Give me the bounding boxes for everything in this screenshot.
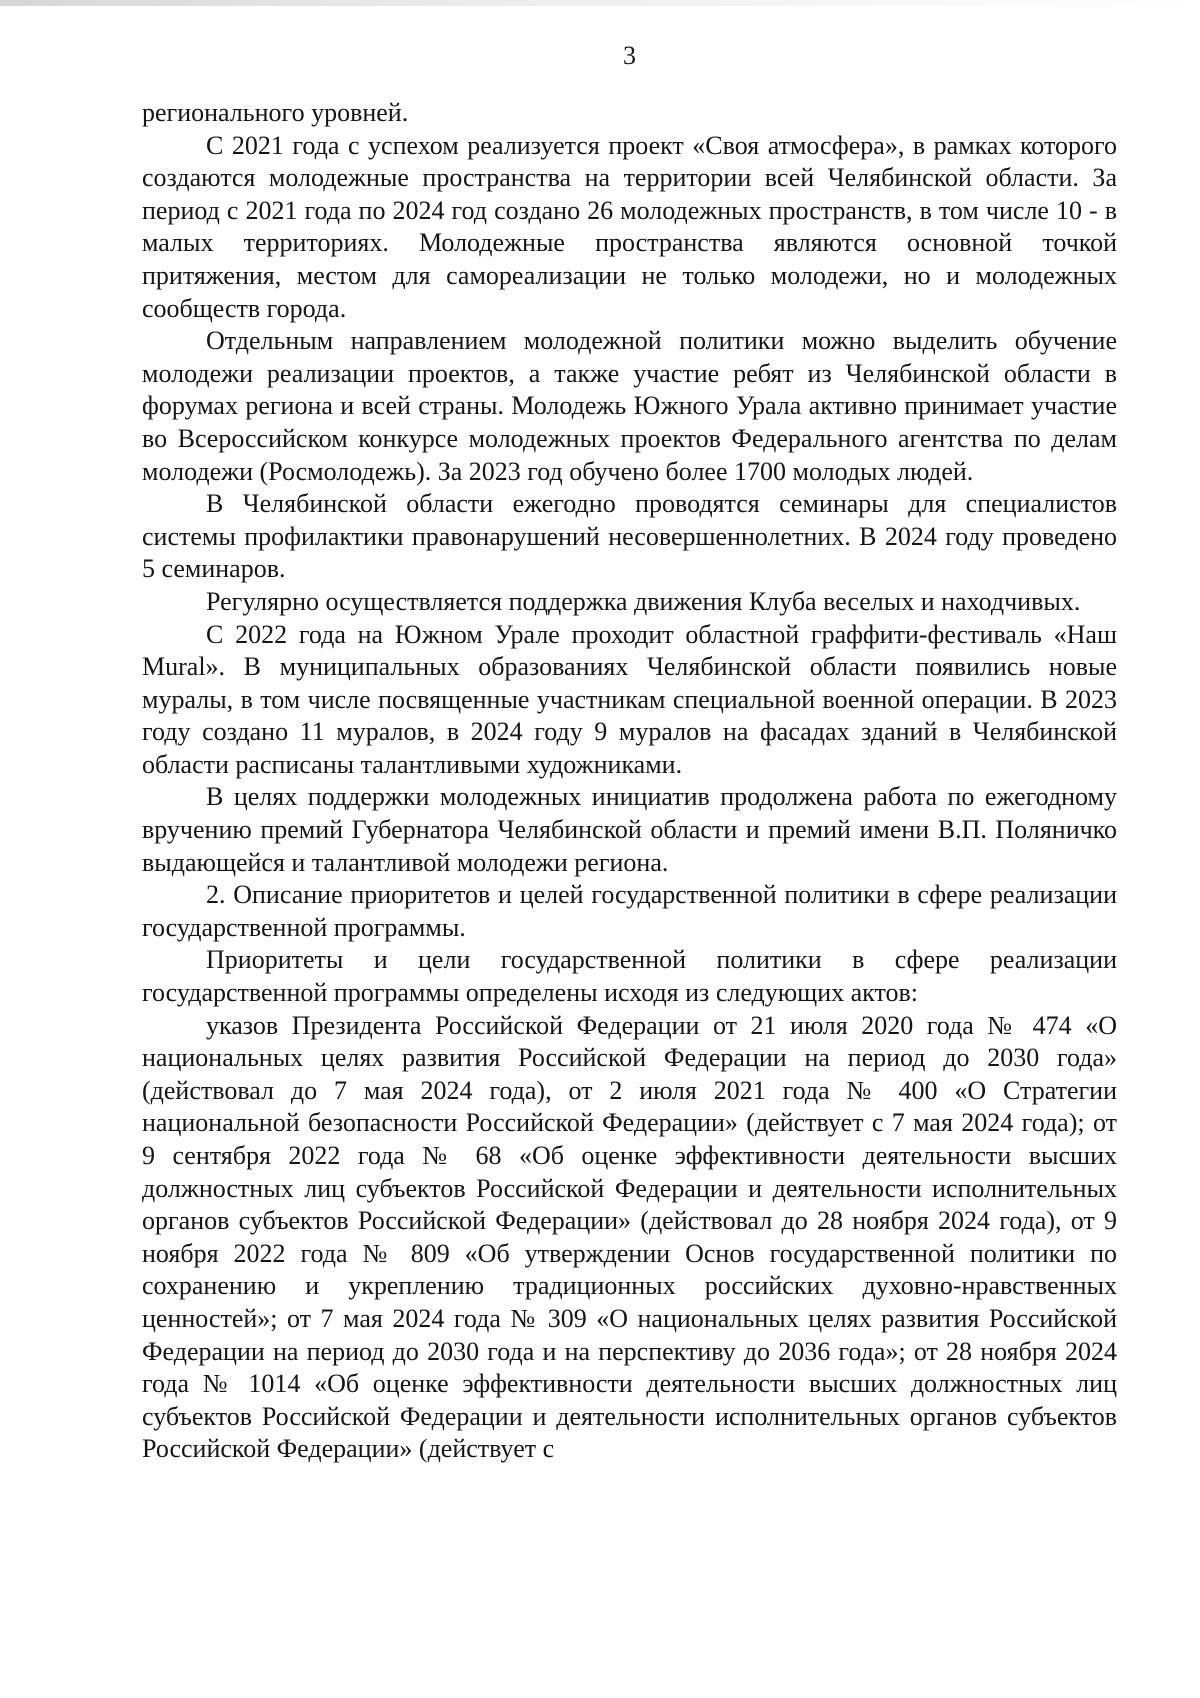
- paragraph-6: С 2022 года на Южном Урале проходит областной граффити-фестиваль «Наш Mural». В муниципальных образованиях Челябинской области появились новые муралы, в том числе посвященные участникам специальной военной операции. В 2023 году создано 11 муралов, в 2024 году 9 муралов на фасадах зданий в Челябинской области расписаны талантливыми художниками.: [142, 619, 1117, 779]
- paragraph-9: Приоритеты и цели государственной политики в сфере реализации государственной программы определены исходя из следующих актов:: [142, 945, 1117, 1008]
- paragraph-1: регионального уровней.: [142, 98, 409, 127]
- paragraph-10: указов Президента Российской Федерации от 21 июля 2020 года № 474 «О национальных целях развития Российской Федерации на период до 2030 года» (действовал до 7 мая 2024 года), от 2 июля 2021 года № 400 «О Стратегии национальной безопасности Российской Федерации» (действует с 7 мая 2024 года); от 9 сентября 2022 года № 68 «Об оценке эффективности деятельности высших должностных лиц субъектов Российской Федерации и деятельности исполнительных органов субъектов Российской Федерации» (действовал до 28 ноября 2024 года), от 9 ноября 2022 года № 809 «Об утверждении Основ государственной политики по сохранению и укреплению традиционных российских духовно-нравственных ценностей»; от 7 мая 2024 года № 309 «О национальных целях развития Российской Федерации на период до 2030 года и на перспективу до 2036 года»; от 28 ноября 2024 года № 1014 «Об оценке эффективности деятельности высших должностных лиц субъектов Российской Федерации и деятельности исполнительных органов субъектов Российской Федерации» (действует с: [142, 1010, 1117, 1464]
- page-number: 3: [623, 41, 636, 70]
- paragraph-4: В Челябинской области ежегодно проводятся семинары для специалистов системы профилактики правонарушений несовершеннолетних. В 2024 году проведено 5 семинаров.: [142, 489, 1117, 584]
- body-text: [142, 97, 1117, 1466]
- paragraph-2: С 2021 года с успехом реализуется проект «Своя атмосфера», в рамках которого создаются молодежные пространства на территории всей Челябинской области. За период с 2021 года по 2024 год создано 26 молодежных пространств, в том числе 10 - в малых территориях. Молодежные пространства являются основной точкой притяжения, местом для самореализации не только молодежи, но и молодежных сообществ города.: [142, 130, 1117, 323]
- paragraph-8: 2. Описание приоритетов и целей государственной политики в сфере реализации государственной программы.: [142, 880, 1117, 942]
- document-page: [142, 40, 1117, 1466]
- paragraph-5: Регулярно осуществляется поддержка движения Клуба веселых и находчивых.: [206, 586, 1081, 616]
- paragraph-3: Отдельным направлением молодежной политики можно выделить обучение молодежи реализации проектов, а также участие ребят из Челябинской области в форумах региона и всей страны. Молодежь Южного Урала активно принимает участие во Всероссийском конкурсе молодежных проектов Федерального агентства по делам молодежи (Росмолодежь). За 2023 год обучено более 1700 молодых людей.: [142, 326, 1117, 486]
- paragraph-7: В целях поддержки молодежных инициатив продолжена работа по ежегодному вручению премий Губернатора Челябинской области и премий имени В.П. Поляничко выдающейся и талантливой молодежи региона.: [142, 782, 1117, 877]
- scan-edge-artifact: [0, 0, 1200, 6]
